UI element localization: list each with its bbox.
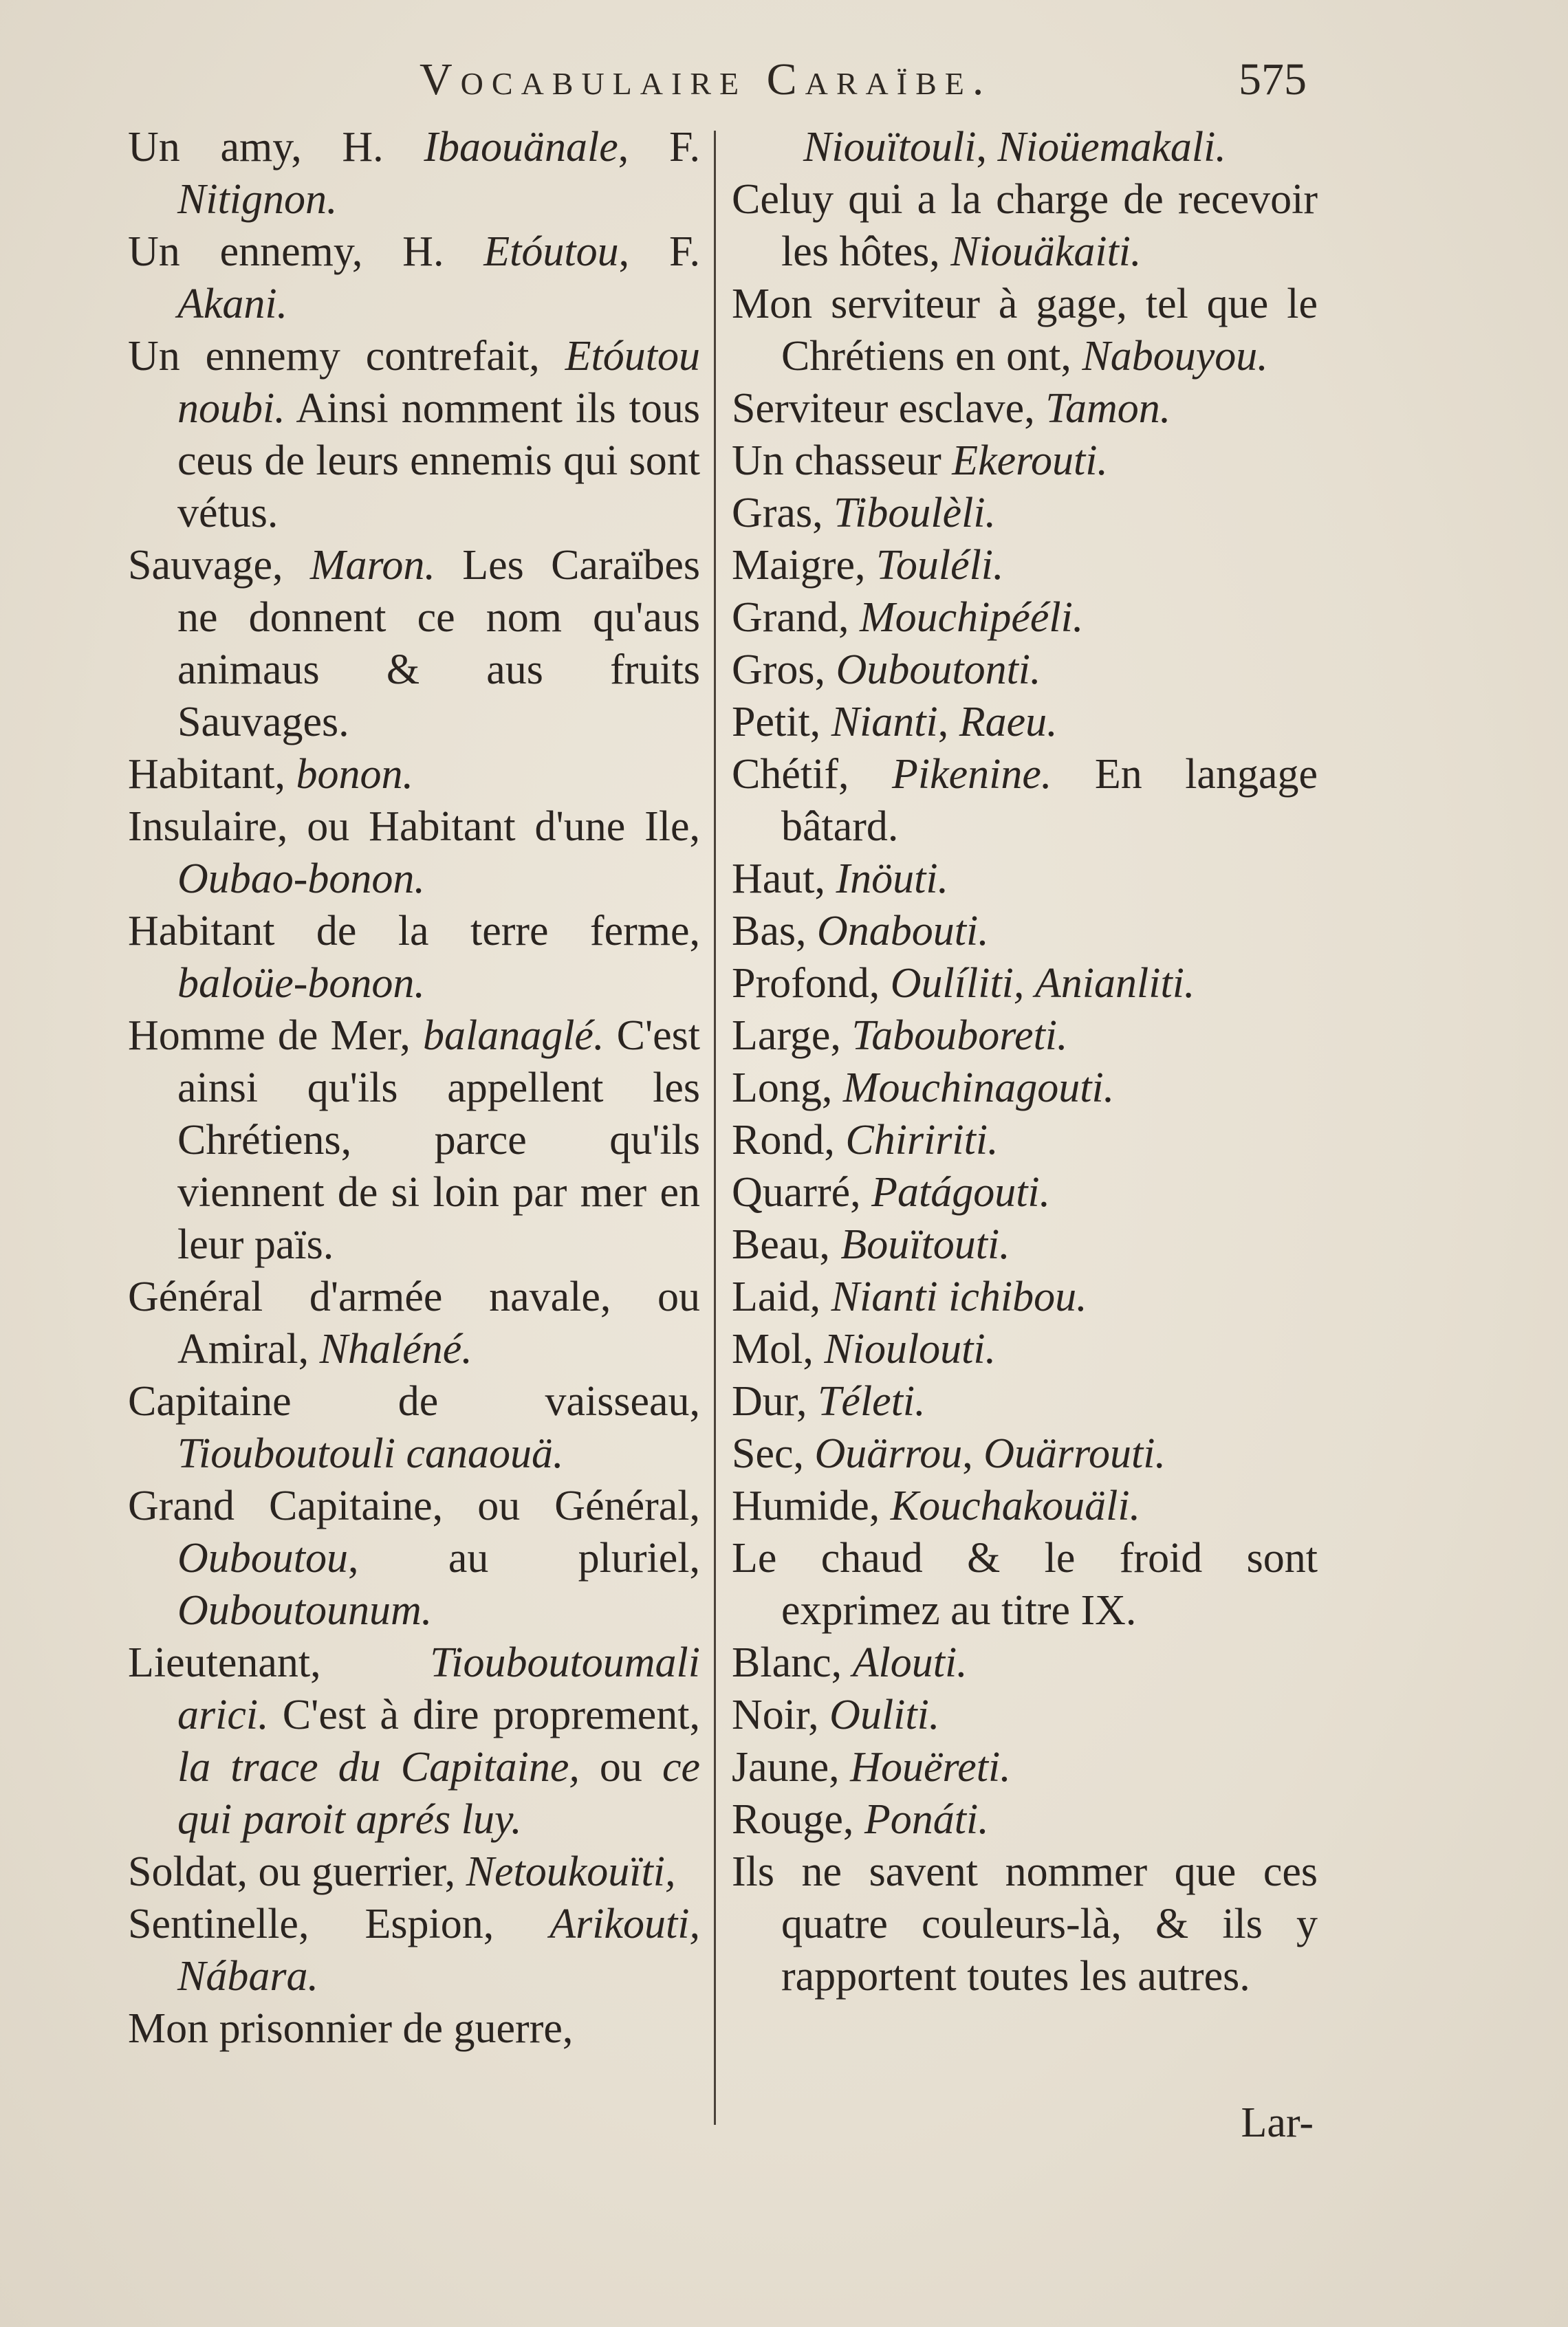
vocab-entry: [732, 382, 1318, 435]
entry-caribbean-term: Ouliti.: [829, 1692, 940, 1738]
vocab-entry: [128, 539, 700, 748]
vocab-entry: [128, 226, 700, 330]
entry-french-text: Rond,: [732, 1117, 846, 1164]
entry-caribbean-term: Bouïtouti.: [840, 1221, 1010, 1268]
vocab-entry: [732, 1741, 1318, 1793]
entry-caribbean-term: Nianti: [831, 699, 938, 745]
entry-french-text: Lieutenant,: [128, 1639, 431, 1686]
entry-french-text: Capitaine de vaisseau,: [128, 1378, 700, 1425]
vocab-entry: [732, 1062, 1318, 1114]
entry-caribbean-term: Houëreti.: [850, 1744, 1011, 1791]
entry-french-text: Maigre,: [732, 542, 877, 589]
vocab-entry: [732, 1480, 1318, 1532]
entry-french-text: Les Caraïbes ne donnent ce nom qu'aus animaus & aus fruits Sauvages.: [177, 542, 700, 745]
vocab-entry: [128, 1375, 700, 1480]
vocab-entry: [732, 1323, 1318, 1375]
entry-french-text: Ainsi nomment ils tous ceus de leurs ennemis qui sont vétus.: [177, 385, 700, 536]
entry-french-text: Laid,: [732, 1274, 831, 1320]
entry-french-text: Humide,: [732, 1483, 891, 1529]
vocab-entry: [732, 1846, 1318, 2002]
entry-caribbean-term: Ouärrouti.: [983, 1430, 1166, 1477]
entry-french-text: Insulaire, ou Habitant d'une Ile,: [128, 803, 700, 850]
entry-french-text: Quarré,: [732, 1169, 872, 1216]
entry-french-text: En langage bâtard.: [781, 751, 1318, 850]
entry-caribbean-term: Chiririti.: [845, 1117, 999, 1164]
vocab-entry: [732, 905, 1318, 957]
entry-french-text: Homme de Mer,: [128, 1012, 423, 1059]
entry-caribbean-term: Nianti ichibou.: [831, 1274, 1087, 1320]
entry-caribbean-term: Tiouboutoumali arici.: [177, 1639, 700, 1738]
running-head: [420, 54, 1307, 122]
entry-french-text: Sauvage,: [128, 542, 310, 589]
entry-french-text: ,: [976, 124, 998, 171]
vocab-entry: [732, 1166, 1318, 1219]
entry-caribbean-term: Etóutou: [483, 228, 619, 275]
entry-french-text: Mol,: [732, 1326, 825, 1373]
entry-french-text: [1024, 960, 1035, 1007]
entry-caribbean-term: balanaglé.: [422, 1012, 605, 1059]
entry-french-text: Serviteur esclave,: [732, 385, 1046, 432]
entry-caribbean-term: Oulíliti,: [890, 960, 1025, 1007]
entry-caribbean-term: Kouchakouäli.: [890, 1483, 1141, 1529]
entry-caribbean-term: Inöuti.: [836, 855, 949, 902]
vocab-entry: [732, 748, 1318, 853]
entry-caribbean-term: Etóutou noubi.: [177, 333, 700, 432]
page-title: Vocabulaire Caraïbe.: [420, 54, 992, 105]
entry-french-text: Gros,: [732, 646, 836, 693]
entry-caribbean-term: Téleti.: [817, 1378, 926, 1425]
entry-french-text: Blanc,: [732, 1639, 853, 1686]
entry-caribbean-term: Ibaouänale: [424, 124, 618, 171]
right-column: [732, 121, 1318, 2002]
entry-caribbean-term: Netoukouïti,: [466, 1848, 676, 1895]
entry-french-text: Grand,: [732, 594, 860, 641]
left-column: [128, 121, 700, 2055]
entry-caribbean-term: Ponáti.: [864, 1796, 989, 1843]
vocab-entry: [732, 853, 1318, 905]
entry-caribbean-term: Mouchipééli.: [859, 594, 1084, 641]
vocab-entry: [732, 278, 1318, 382]
vocab-entry: [732, 1114, 1318, 1166]
entry-caribbean-term: Touléli.: [876, 542, 1004, 589]
vocab-entry: [732, 1271, 1318, 1323]
entry-caribbean-term: Ouärrou: [814, 1430, 963, 1477]
entry-caribbean-term: Tabouboreti.: [851, 1012, 1068, 1059]
entry-caribbean-term: Tiboulèli.: [834, 490, 997, 536]
entry-french-text: , F.: [618, 124, 700, 171]
vocab-entry: [128, 1637, 700, 1846]
vocab-entry: [128, 1898, 700, 2002]
vocab-entry: [732, 1532, 1318, 1637]
vocab-entry: [732, 1009, 1318, 1062]
vocab-entry: [732, 1793, 1318, 1846]
entry-caribbean-term: Akani.: [177, 281, 288, 327]
entry-french-text: C'est ainsi qu'ils appellent les Chrétiens, parce qu'ils viennent de si loin par mer en leur païs.: [177, 1012, 700, 1268]
entry-caribbean-term: Niouïtouli: [803, 124, 977, 171]
entry-french-text: Jaune,: [732, 1744, 851, 1791]
entry-french-text: Habitant,: [128, 751, 296, 798]
entry-french-text: , F.: [618, 228, 700, 275]
entry-caribbean-term: Maron.: [309, 542, 435, 589]
vocab-entry: [732, 1637, 1318, 1689]
entry-caribbean-term: Alouti.: [852, 1639, 968, 1686]
entry-french-text: Habitant de la terre ferme,: [128, 908, 700, 954]
entry-caribbean-term: Ekerouti.: [952, 437, 1108, 484]
vocab-entry: [732, 696, 1318, 748]
entry-french-text: Sentinelle, Espion,: [128, 1901, 550, 1947]
entry-caribbean-term: Arikouti,: [549, 1901, 700, 1947]
vocab-entry: [128, 1846, 700, 1898]
column-divider: [714, 131, 716, 2125]
entry-french-text: Petit,: [732, 699, 831, 745]
vocab-entry: [732, 435, 1318, 487]
entry-french-text: , au pluriel,: [348, 1535, 700, 1582]
vocab-entry: [732, 1219, 1318, 1271]
entry-french-text: Grand Capitaine, ou Général,: [128, 1483, 700, 1529]
entry-caribbean-term: Nabouyou.: [1082, 333, 1268, 380]
vocab-entry: [732, 1689, 1318, 1741]
vocab-entry: [732, 591, 1318, 644]
vocab-entry: [732, 121, 1318, 173]
entry-caribbean-term: bonon.: [296, 751, 413, 798]
vocab-entry: [732, 487, 1318, 539]
entry-french-text: Beau,: [732, 1221, 841, 1268]
entry-caribbean-term: Onabouti.: [817, 908, 989, 954]
entry-french-text: Dur,: [732, 1378, 818, 1425]
vocab-entry: [128, 1009, 700, 1271]
entry-french-text: Profond,: [732, 960, 891, 1007]
entry-caribbean-term: baloüe-bonon.: [177, 960, 425, 1007]
entry-caribbean-term: Pikenine.: [891, 751, 1052, 798]
vocab-entry: [128, 905, 700, 1009]
entry-french-text: Ils ne savent nommer que ces quatre couleurs-là, & ils y rapportent toutes les autres.: [732, 1848, 1318, 2000]
entry-caribbean-term: Tamon.: [1045, 385, 1171, 432]
entry-caribbean-term: Ouboutou: [177, 1535, 348, 1582]
catchword: Lar-: [1241, 2099, 1314, 2146]
page-number: 575: [1239, 54, 1307, 105]
vocab-entry: [732, 957, 1318, 1009]
entry-caribbean-term: Nioulouti.: [824, 1326, 997, 1373]
vocab-entry: [732, 539, 1318, 591]
entry-french-text: Un ennemy contrefait,: [128, 333, 565, 380]
entry-caribbean-term: Oubao-bonon.: [177, 855, 425, 902]
vocab-entry: [128, 800, 700, 905]
entry-caribbean-term: Mouchinagouti.: [842, 1064, 1115, 1111]
vocab-entry: [128, 1271, 700, 1375]
entry-french-text: Général d'armée navale, ou Amiral,: [128, 1274, 700, 1373]
entry-french-text: Haut,: [732, 855, 836, 902]
entry-french-text: Large,: [732, 1012, 852, 1059]
entry-french-text: Mon serviteur à gage, tel que le Chrétiens en ont,: [732, 281, 1318, 380]
vocab-entry: [732, 1375, 1318, 1428]
entry-caribbean-term: Anianliti.: [1034, 960, 1195, 1007]
entry-french-text: ,: [962, 1430, 984, 1477]
vocab-entry: [128, 748, 700, 800]
entry-caribbean-term: Nábara.: [177, 1953, 318, 2000]
vocab-entry: [128, 121, 700, 226]
entry-french-text: Bas,: [732, 908, 817, 954]
entry-french-text: ,: [937, 699, 959, 745]
vocab-entry: [128, 2002, 700, 2055]
vocab-entry: [128, 330, 700, 539]
vocab-entry: [128, 1480, 700, 1637]
entry-caribbean-term: Nioüemakali.: [997, 124, 1226, 171]
entry-french-text: Le chaud & le froid sont exprimez au titre IX.: [732, 1535, 1318, 1634]
entry-french-text: Un amy, H.: [128, 124, 424, 171]
entry-caribbean-term: Nhaléné.: [319, 1326, 472, 1373]
entry-french-text: Mon prisonnier de guerre,: [128, 2005, 574, 2052]
entry-french-text: Chétif,: [732, 751, 892, 798]
entry-caribbean-term: Patágouti.: [871, 1169, 1051, 1216]
entry-french-text: Un chasseur: [732, 437, 952, 484]
entry-french-text: Rouge,: [732, 1796, 864, 1843]
entry-french-text: Un ennemy, H.: [128, 228, 484, 275]
entry-french-text: Soldat, ou guerrier,: [128, 1848, 466, 1895]
entry-caribbean-term: Ouboutonti.: [836, 646, 1041, 693]
entry-caribbean-term: ce qui paroit aprés luy.: [177, 1744, 701, 1843]
entry-caribbean-term: Ouboutounum.: [177, 1587, 433, 1634]
entry-caribbean-term: Niouäkaiti.: [950, 228, 1142, 275]
entry-french-text: Noir,: [732, 1692, 830, 1738]
entry-caribbean-term: Raeu.: [959, 699, 1058, 745]
entry-caribbean-term: la trace du Capitaine,: [177, 1744, 580, 1791]
vocab-entry: [732, 644, 1318, 696]
entry-french-text: C'est à dire proprement,: [268, 1692, 700, 1738]
entry-french-text: Sec,: [732, 1430, 815, 1477]
vocab-entry: [732, 1428, 1318, 1480]
entry-french-text: Celuy qui a la charge de recevoir les hôtes,: [732, 176, 1318, 275]
entry-french-text: ou: [579, 1744, 662, 1791]
entry-french-text: Long,: [732, 1064, 843, 1111]
vocab-entry: [732, 173, 1318, 278]
entry-caribbean-term: Tiouboutouli canaouä.: [177, 1430, 564, 1477]
entry-french-text: Gras,: [732, 490, 834, 536]
entry-caribbean-term: Nitignon.: [177, 176, 338, 223]
